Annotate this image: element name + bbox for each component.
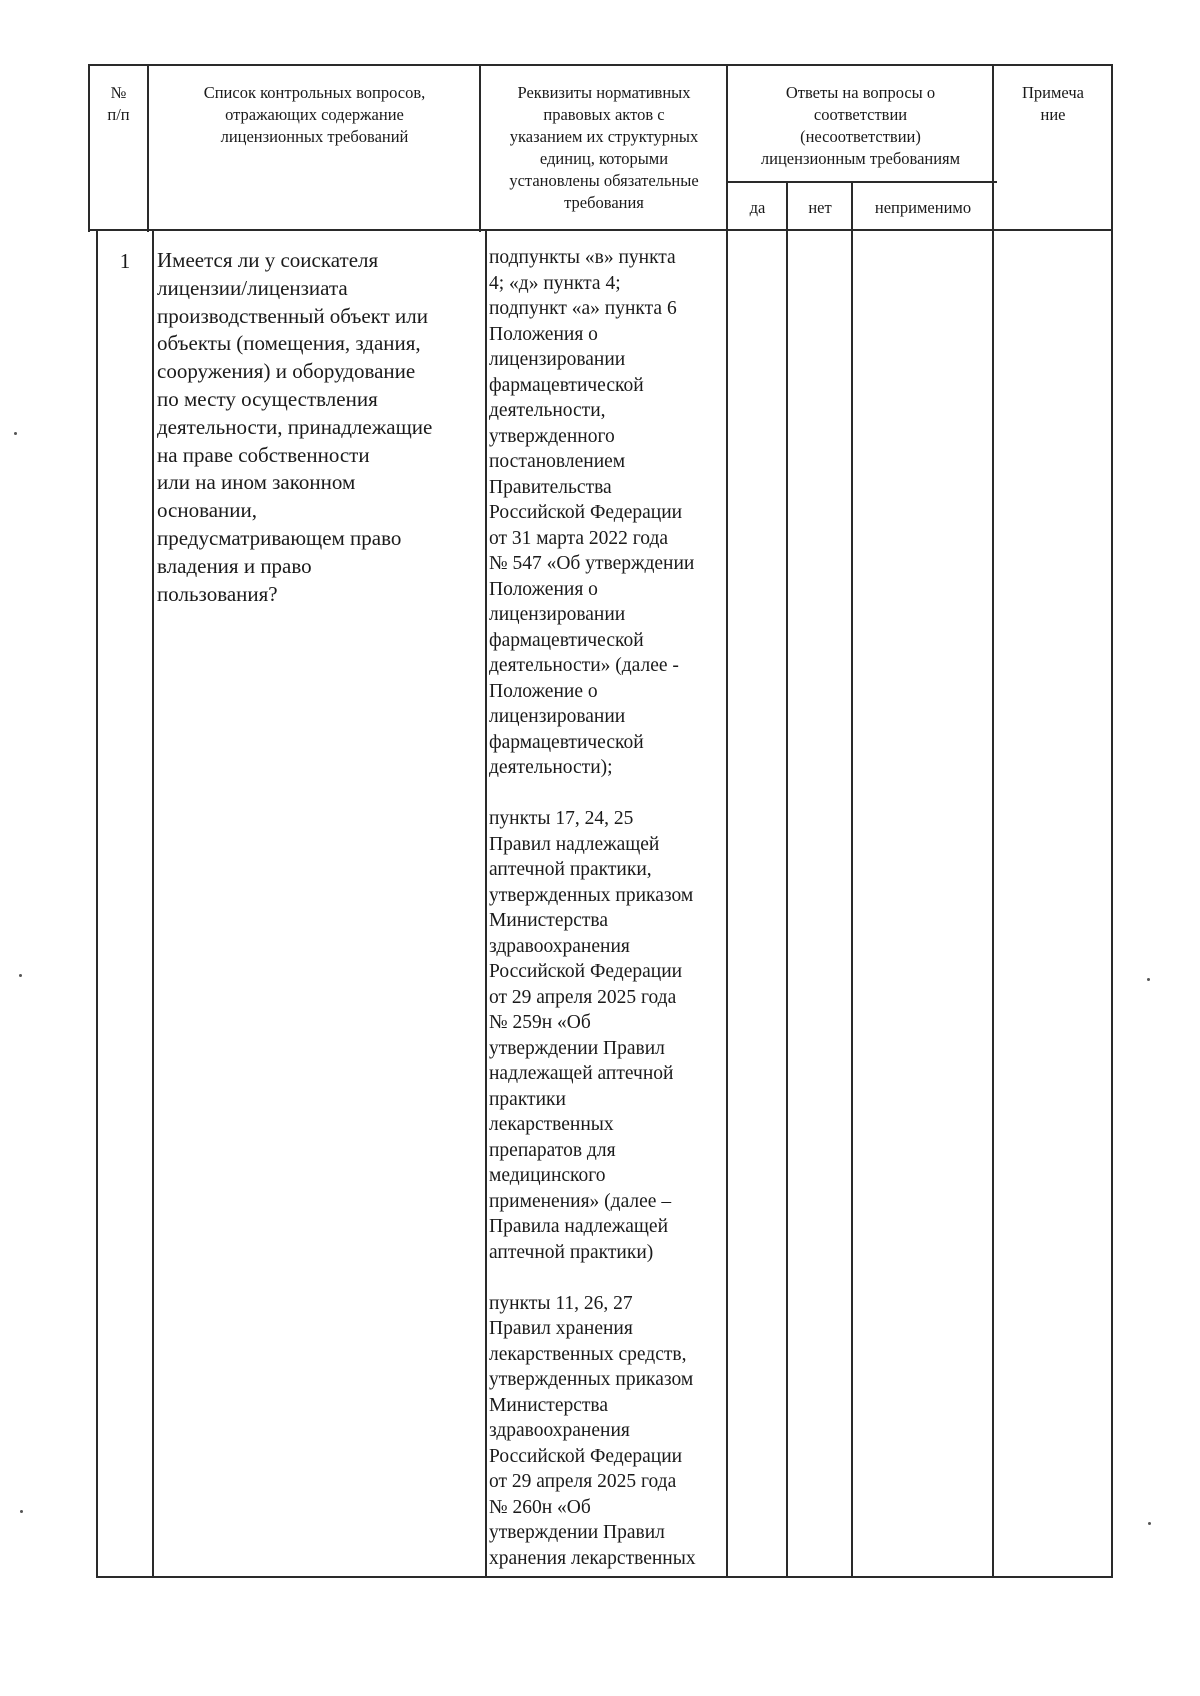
table-left-border-lower bbox=[96, 229, 98, 1578]
answers-subheader-border bbox=[726, 181, 997, 183]
header-requisites: Реквизиты нормативных правовых актов с указанием их структурных единиц, которыми установлены обязательные требования bbox=[509, 83, 699, 212]
scan-speck bbox=[1147, 978, 1150, 981]
row-number: 1 bbox=[119, 249, 131, 273]
col-divider-answers bbox=[992, 64, 994, 1578]
col-divider-questions-lower bbox=[485, 229, 487, 1578]
header-note: Примеча ние bbox=[1022, 83, 1084, 124]
col-divider-num bbox=[147, 64, 149, 232]
header-answer-no: нет bbox=[808, 198, 832, 217]
col-divider-yes bbox=[786, 181, 788, 1578]
col-divider-questions bbox=[479, 64, 481, 232]
table-bottom-border bbox=[96, 1576, 1113, 1578]
scan-speck bbox=[1148, 1522, 1151, 1525]
scan-speck bbox=[19, 974, 22, 977]
scan-speck bbox=[14, 432, 17, 435]
header-questions: Список контрольных вопросов, отражающих содержание лицензионных требований bbox=[203, 83, 426, 146]
header-num: № п/п bbox=[107, 83, 130, 124]
table-right-border bbox=[1111, 64, 1113, 1578]
col-divider-no bbox=[851, 181, 853, 1578]
col-divider-requisites bbox=[726, 64, 728, 1578]
header-answer-yes: да bbox=[749, 198, 766, 217]
normative-references: подпункты «в» пункта 4; «д» пункта 4; подпункт «а» пункта 6 Положения о лицензировании фармацевтической деятельности, утвержденного постановлением Правительства Российской Федерации от 31 марта 2022 года № 547 «Об утверждении Положения о лицензировании фармацевтической деятельности» (далее - Положение о лицензировании фармацевтической деятельности); пункты 17, 24, 25 Правил надлежащей аптечной практики, утвержденных приказом Министерства здравоохранения Российской Федерации от 29 апреля 2025 года № 259н «Об утверждении Правил надлежащей аптечной практики лекарственных препаратов для медицинского применения» (далее – Правила надлежащей аптечной практики) пункты 11, 26, 27 Правил хранения лекарственных средств, утвержденных приказом Министерства здравоохранения Российской Федерации от 29 апреля 2025 года № 260н «Об утверждении Правил хранения лекарственных bbox=[489, 247, 696, 1569]
table-top-border bbox=[88, 64, 1113, 66]
checklist-question: Имеется ли у соискателя лицензии/лицензиата производственный объект или объекты (помещения, здания, сооружения) и оборудование по месту осуществления деятельности, принадлежащие на праве собственности или на ином законном основании, предусматривающем право владения и право пользования? bbox=[157, 248, 433, 606]
header-answers: Ответы на вопросы о соответствии (несоответствии) лицензионным требованиям bbox=[760, 83, 961, 168]
header-answer-na: неприменимо bbox=[874, 198, 972, 217]
col-divider-num-lower bbox=[152, 229, 154, 1578]
scan-speck bbox=[20, 1510, 23, 1513]
header-bottom-border bbox=[88, 229, 1113, 231]
